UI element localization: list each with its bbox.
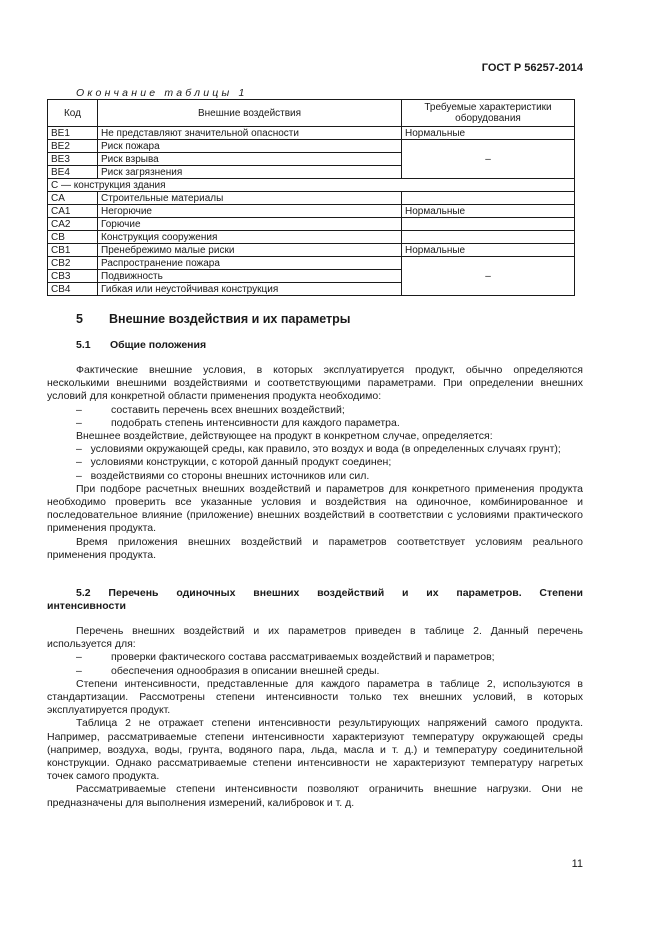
section-title: Внешние воздействия и их параметры xyxy=(109,312,351,326)
heading-word: и xyxy=(402,587,409,599)
list-item-text: условиями конструкции, с которой данный продукт соединен; xyxy=(90,456,392,469)
row-group-label: C — конструкция здания xyxy=(48,179,575,192)
heading-word: воздействий xyxy=(317,587,385,599)
table-row xyxy=(48,231,575,244)
list-item-text: составить перечень всех внешних воздействий; xyxy=(111,403,345,416)
dash-marker: – xyxy=(76,664,82,677)
paragraph: Перечень внешних воздействий и их параметров приведен в таблице 2. Данный перечень используется для: xyxy=(47,625,583,651)
paragraph: При подборе расчетных внешних воздействий и параметров для конкретного применения продукта необходимо проверить все указанные условия и воздействия на одиночное, комбинированное и последовательное влияние (приложение) внешних воздействий в соответствии с условиями практического применения продукта. xyxy=(47,482,583,535)
table-row xyxy=(48,257,575,270)
list-item xyxy=(47,665,583,678)
row-code: CB4 xyxy=(48,283,98,296)
list-item xyxy=(47,651,583,664)
list-item-text: проверки фактического состава рассматриваемых воздействий и параметров; xyxy=(111,651,495,664)
page-number: 11 xyxy=(571,858,583,870)
list-item xyxy=(47,456,583,469)
table-row xyxy=(48,127,575,140)
row-text: Не представляют значительной опасности xyxy=(98,127,402,140)
paragraph: Рассматриваемые степени интенсивности позволяют ограничить внешние нагрузки. Они не предназначены для выполнения измерений, калибровок и т. д. xyxy=(47,783,583,809)
subsection-number: 5.1 xyxy=(76,339,91,351)
row-code: CB1 xyxy=(48,244,98,257)
row-text: Риск загрязнения xyxy=(98,166,402,179)
heading-line: интенсивности xyxy=(47,600,126,613)
section-number: 5 xyxy=(76,312,83,326)
section-5-1-body xyxy=(47,364,583,562)
paragraph: Время приложения внешних воздействий и параметров соответствует условиям реального применения продукта. xyxy=(47,535,583,561)
row-text: Гибкая или неустойчивая конструкция xyxy=(98,283,402,296)
table-1 xyxy=(47,99,575,296)
row-text: Подвижность xyxy=(98,270,402,283)
subsection-5-2-heading xyxy=(47,587,583,613)
row-text: Риск взрыва xyxy=(98,153,402,166)
paragraph: Степени интенсивности, представленные для каждого параметра в таблице 2, используются в стандартизации. Рассмотрены степени интенсивности только тех внешних условий, в которых эксплуатируется продукт. xyxy=(47,677,583,717)
heading-word: параметров. xyxy=(456,587,522,599)
heading-word: одиночных xyxy=(176,587,236,599)
list-item-text: обеспечения однообразия в описании внешней среды. xyxy=(111,664,380,677)
subsection-title: Общие положения xyxy=(110,339,207,351)
subsection-5-1-heading xyxy=(76,339,206,351)
row-text: Пренебрежимо малые риски xyxy=(98,244,402,257)
heading-word: Степени xyxy=(539,587,583,599)
row-code: BE1 xyxy=(48,127,98,140)
section-5-heading xyxy=(76,312,350,326)
row-text: Строительные материалы xyxy=(98,192,402,205)
dash-marker: – xyxy=(76,416,82,429)
row-req xyxy=(402,231,575,244)
header-impact: Внешние воздействия xyxy=(98,100,402,127)
row-code: BE3 xyxy=(48,153,98,166)
table-row xyxy=(48,192,575,205)
table-row xyxy=(48,140,575,153)
heading-line xyxy=(76,587,583,600)
dash-marker: – xyxy=(76,443,82,456)
table-header-row xyxy=(48,100,575,127)
heading-word: их xyxy=(426,587,439,599)
paragraph: Внешнее воздействие, действующее на продукт в конкретном случае, определяется: xyxy=(76,430,493,443)
dash-marker: – xyxy=(76,456,82,469)
row-code: CA1 xyxy=(48,205,98,218)
list-item-text: подобрать степень интенсивности для каждого параметра. xyxy=(111,416,400,429)
row-code: CA2 xyxy=(48,218,98,231)
list-item xyxy=(47,470,583,483)
row-code: CA xyxy=(48,192,98,205)
dash-marker: – xyxy=(76,651,82,664)
row-req: Нормальные xyxy=(402,127,575,140)
list-item xyxy=(47,417,583,430)
header-code: Код xyxy=(48,100,98,127)
row-code: CB xyxy=(48,231,98,244)
paragraph: Таблица 2 не отражает степени интенсивности результирующих напряжений самого продукта. Например, рассматриваемые степени интенсивности характеризуют температуру окружающей среды (например, воздуха, воды, грунта, водяного пара, льда, масла и т. д.) и температуру соединительной конструкции. Однако рассматриваемые степени интенсивности не характеризуют температуру нагретых точек самого продукта. xyxy=(47,717,583,783)
row-code: BE2 xyxy=(48,140,98,153)
table-continuation-caption: Окончание таблицы 1 xyxy=(76,87,248,99)
section-5-2-body xyxy=(47,625,583,810)
row-text: Конструкция сооружения xyxy=(98,231,402,244)
dash-marker: – xyxy=(76,403,82,416)
row-text: Риск пожара xyxy=(98,140,402,153)
table-row xyxy=(48,218,575,231)
dash-marker: – xyxy=(76,469,82,482)
row-req-dash: – xyxy=(402,257,575,296)
list-item xyxy=(47,404,583,417)
subsection-number: 5.2 xyxy=(76,587,91,599)
row-req xyxy=(402,192,575,205)
row-req xyxy=(402,218,575,231)
list-item-text: условиями окружающей среды, как правило, это воздух и вода (в определенных случаях грунт); xyxy=(90,443,561,456)
heading-word: Перечень xyxy=(108,587,159,599)
standard-code: ГОСТ Р 56257-2014 xyxy=(481,62,583,74)
table-row xyxy=(48,244,575,257)
row-text: Распространение пожара xyxy=(98,257,402,270)
row-req-dash: – xyxy=(402,140,575,179)
row-text: Горючие xyxy=(98,218,402,231)
table-row-group xyxy=(48,179,575,192)
paragraph: Фактические внешние условия, в которых эксплуатируется продукт, обычно определяются несколькими внешними воздействиями и соответствующими параметрами. При определении внешних условий для конкретной области применения продукта необходимо: xyxy=(47,364,583,403)
list-item xyxy=(47,443,583,456)
row-code: CB3 xyxy=(48,270,98,283)
heading-word: внешних xyxy=(253,587,300,599)
row-code: BE4 xyxy=(48,166,98,179)
row-code: CB2 xyxy=(48,257,98,270)
row-req: Нормальные xyxy=(402,205,575,218)
table-row xyxy=(48,205,575,218)
list-item-text: воздействиями со стороны внешних источников или сил. xyxy=(90,469,370,482)
row-text: Негорючие xyxy=(98,205,402,218)
header-requirements: Требуемые характеристики оборудования xyxy=(402,100,575,127)
row-req: Нормальные xyxy=(402,244,575,257)
